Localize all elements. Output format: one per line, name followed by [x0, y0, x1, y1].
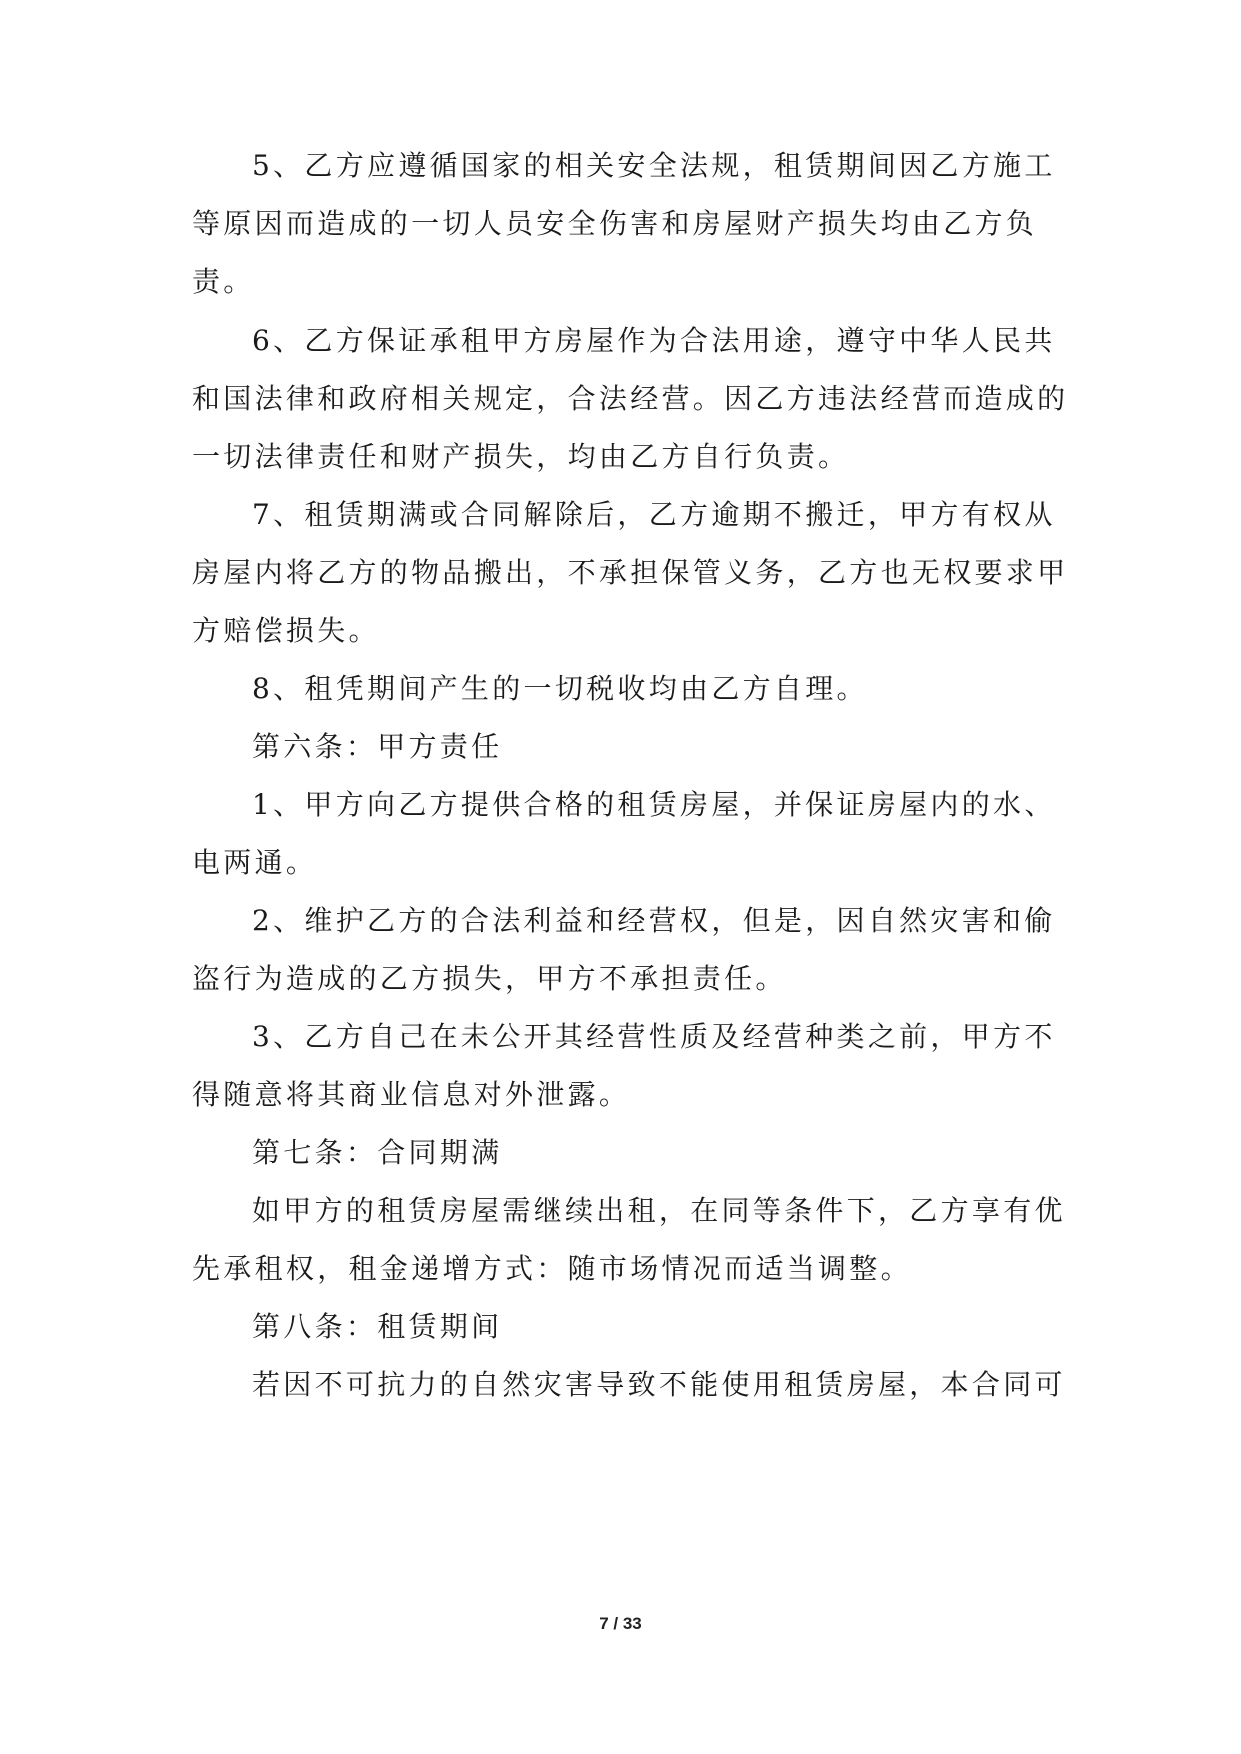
paragraph-line: 1、甲方向乙方提供合格的租赁房屋，并保证房屋内的水、: [252, 788, 1056, 821]
section-heading: 第八条：租赁期间: [252, 1310, 503, 1343]
paragraph-line: 责。: [192, 265, 255, 298]
section-heading: 第七条：合同期满: [252, 1136, 503, 1169]
paragraph-line: 一切法律责任和财产损失，均由乙方自行负责。: [192, 440, 850, 473]
section-heading: 第六条：甲方责任: [252, 730, 503, 763]
paragraph-line: 8、租凭期间产生的一切税收均由乙方自理。: [252, 672, 868, 705]
paragraph-line: 6、乙方保证承租甲方房屋作为合法用途，遵守中华人民共: [252, 324, 1056, 357]
paragraph-line: 7、租赁期满或合同解除后，乙方逾期不搬迁，甲方有权从: [252, 498, 1056, 531]
paragraph-line: 5、乙方应遵循国家的相关安全法规，租赁期间因乙方施工: [252, 149, 1056, 182]
paragraph-line: 先承租权，租金递增方式：随市场情况而适当调整。: [192, 1252, 912, 1285]
paragraph-line: 得随意将其商业信息对外泄露。: [192, 1078, 631, 1111]
page-number: 7 / 33: [599, 1614, 642, 1633]
paragraph-line: 盗行为造成的乙方损失，甲方不承担责任。: [192, 962, 787, 995]
paragraph-line: 等原因而造成的一切人员安全伤害和房屋财产损失均由乙方负: [192, 207, 1038, 240]
paragraph-line: 和国法律和政府相关规定，合法经营。因乙方违法经营而造成的: [192, 382, 1069, 415]
paragraph-line: 如甲方的租赁房屋需继续出租，在同等条件下，乙方享有优: [252, 1194, 1066, 1227]
paragraph-line: 3、乙方自己在未公开其经营性质及经营种类之前，甲方不: [252, 1020, 1056, 1053]
paragraph-line: 2、维护乙方的合法利益和经营权，但是，因自然灾害和偷: [252, 904, 1056, 937]
paragraph-line: 电两通。: [192, 846, 318, 879]
paragraph-line: 方赔偿损失。: [192, 614, 380, 647]
paragraph-line: 若因不可抗力的自然灾害导致不能使用租赁房屋，本合同可: [252, 1368, 1066, 1401]
paragraph-line: 房屋内将乙方的物品搬出，不承担保管义务，乙方也无权要求甲: [192, 556, 1069, 589]
